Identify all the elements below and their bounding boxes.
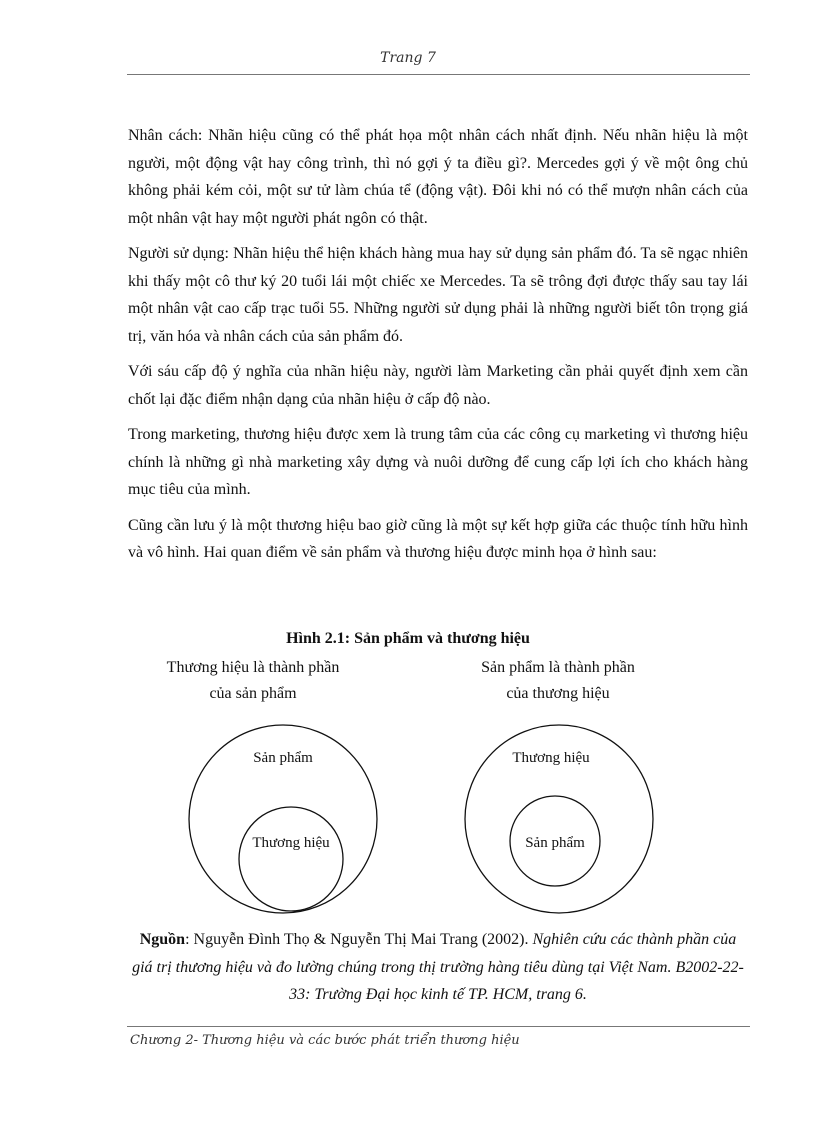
left-inner-label: Thương hiệu <box>252 835 330 851</box>
right-diagram <box>465 725 653 913</box>
right-figure-caption <box>428 655 688 707</box>
left-outer-label: Sản phẩm <box>253 750 313 766</box>
paragraph-marketing-center: Trong marketing, thương hiệu được xem là trung tâm của các công cụ marketing vì thương hiệu chính là những gì nhà marketing xây dựng và nuôi dưỡng để cung cấp lợi ích cho khách hàng mục tiêu của mình. <box>128 426 748 498</box>
diagram-svg <box>180 724 660 914</box>
nested-circles-diagram <box>180 724 660 914</box>
left-inner-circle <box>239 807 343 911</box>
left-diagram <box>189 725 377 913</box>
right-caption-line1: Sản phẩm là thành phần <box>481 659 635 676</box>
figure-title: Hình 2.1: Sản phẩm và thương hiệu <box>286 630 530 647</box>
left-caption-line1: Thương hiệu là thành phần <box>166 659 340 676</box>
source-work: Nghiên cứu các thành phần của giá trị thương hiệu và đo lường chúng trong thị trường hàng tiêu dùng tại Việt Nam. B2002-22-33: Trường Đại học kinh tế TP. HCM, trang 6. <box>132 931 744 1003</box>
paragraph-personality: Nhân cách: Nhãn hiệu cũng có thể phát họa một nhân cách nhất định. Nếu nhãn hiệu là một người, một động vật hay công trình, thì nó gợi ý ta điều gì?. Mercedes gợi ý về một ông chủ không phải kém cỏi, một sư tử làm chúa tể (động vật). Đôi khi nó có thể mượn nhân cách của một nhân vật hay một người phát ngôn có thật. <box>128 127 748 227</box>
footer-divider <box>127 1026 750 1027</box>
paragraph-tangible-intangible: Cũng cần lưu ý là một thương hiệu bao giờ cũng là một sự kết hợp giữa các thuộc tính hữu hình và vô hình. Hai quan điểm về sản phẩm và thương hiệu được minh họa ở hình sau: <box>128 516 748 561</box>
right-caption-line2: của thương hiệu <box>506 685 610 702</box>
body-text <box>128 122 748 575</box>
page-header-title: Trang 7 <box>380 50 436 66</box>
left-figure-caption <box>123 655 383 707</box>
figure-source <box>128 926 748 1009</box>
right-inner-label: Sản phẩm <box>525 835 585 851</box>
header-divider <box>127 74 750 75</box>
right-outer-label: Thương hiệu <box>512 750 590 766</box>
left-caption-line2: của sản phẩm <box>209 685 297 702</box>
page-footer-text: Chương 2- Thương hiệu và các bước phát triển thương hiệu <box>130 1033 520 1048</box>
paragraph-user: Người sử dụng: Nhãn hiệu thể hiện khách hàng mua hay sử dụng sản phẩm đó. Ta sẽ ngạc nhiên khi thấy một cô thư ký 20 tuổi lái một chiếc xe Mercedes. Ta sẽ trông đợi được thấy sau tay lái một nhân vật cao cấp trạc tuổi 55. Những người sử dụng phải là những người biết tôn trọng giá trị, văn hóa và nhân cách của sản phẩm đó. <box>128 245 748 345</box>
source-authors: : Nguyễn Đình Thọ & Nguyễn Thị Mai Trang (2002). <box>185 931 533 948</box>
source-label: Nguồn <box>139 931 186 948</box>
paragraph-six-levels: Với sáu cấp độ ý nghĩa của nhãn hiệu này, người làm Marketing cần phải quyết định xem cần chốt lại đặc điểm nhận dạng của nhãn hiệu ở cấp độ nào. <box>128 363 748 408</box>
